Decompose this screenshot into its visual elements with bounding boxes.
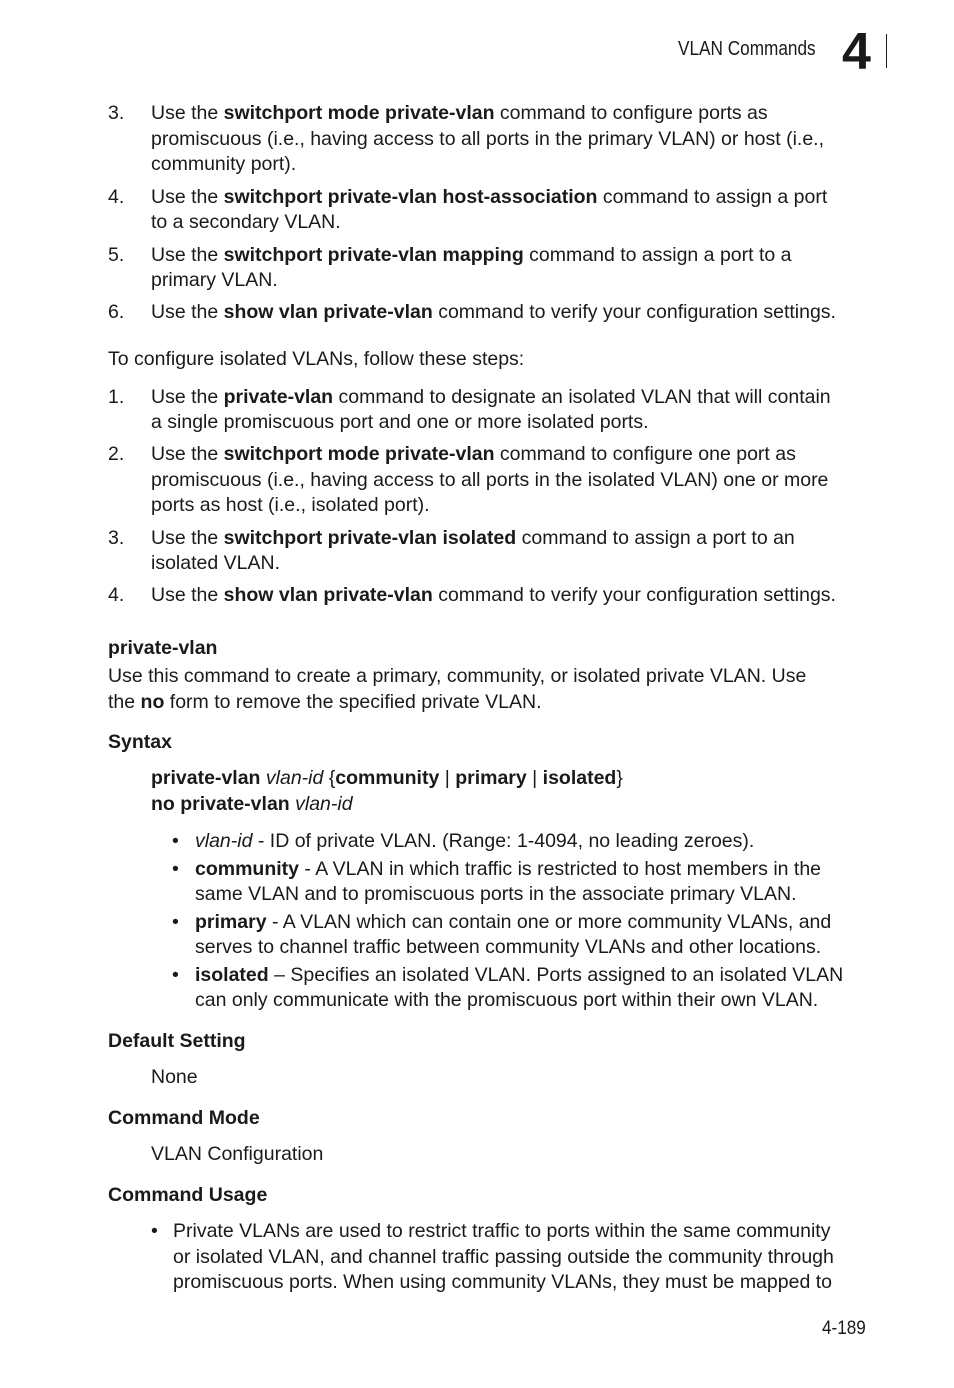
text-run: a single promiscuous port and one or more isolated ports. [151, 411, 649, 433]
text-run: – Specifies an isolated VLAN. Ports assigned to an isolated VLAN [268, 964, 844, 986]
bold-run: isolated [542, 767, 617, 789]
text-run: promiscuous (i.e., having access to all ports in the isolated VLAN) one or more [151, 469, 829, 491]
bold-run: switchport mode private-vlan [223, 102, 495, 124]
text-run: or isolated VLAN, and channel traffic passing outside the community through [173, 1246, 834, 1268]
usage-line [173, 1270, 832, 1296]
text-run: primary VLAN. [151, 269, 278, 291]
bold-run: isolated [195, 964, 269, 986]
step-number: 2. [108, 443, 125, 465]
step-number: 5. [108, 244, 125, 266]
text-run: } [616, 767, 623, 789]
syntax-line [151, 766, 623, 792]
syntax-line [151, 792, 353, 818]
command-mode-value: VLAN Configuration [151, 1143, 324, 1165]
text-run: command to configure one port as [494, 443, 796, 465]
command-heading: private-vlan [108, 637, 218, 659]
parameter-line [195, 935, 821, 961]
chapter-number: 4 [842, 23, 871, 81]
step-line [151, 268, 278, 294]
step-line [151, 468, 828, 494]
bold-run: no [140, 691, 165, 713]
text-run: community port). [151, 153, 297, 175]
text-run: - A VLAN in which traffic is restricted to host members in the [299, 858, 822, 880]
bold-run: community [195, 858, 300, 880]
bold-run: private-vlan [223, 386, 334, 408]
text-run: | [526, 767, 543, 789]
step-number: 1. [108, 386, 125, 408]
text-run: Use the [151, 443, 224, 465]
text-run: command to assign a port [597, 186, 828, 208]
step-number: 6. [108, 301, 125, 323]
step-number: 3. [108, 527, 125, 549]
bullet-icon: • [151, 1220, 158, 1242]
bold-run: private-vlan [151, 767, 261, 789]
step-line [151, 210, 341, 236]
bullet-icon: • [172, 964, 179, 986]
text-run: ports as host (i.e., isolated port). [151, 494, 430, 516]
parameter-line [195, 829, 754, 855]
parameter-line [195, 988, 818, 1014]
step-line [151, 583, 836, 609]
text-run: - ID of private VLAN. (Range: 1-4094, no leading zeroes). [252, 830, 755, 852]
text-run: { [323, 767, 336, 789]
parameter-line [195, 882, 797, 908]
command-description-line [108, 690, 542, 716]
step-line [151, 152, 296, 178]
text-run: to a secondary VLAN. [151, 211, 341, 233]
text-run: Use the [151, 244, 224, 266]
bold-run: primary [455, 767, 527, 789]
bold-run: switchport mode private-vlan [223, 443, 495, 465]
step-line [151, 410, 649, 436]
italic-run: vlan-id [295, 793, 353, 815]
bold-run: no private-vlan [151, 793, 290, 815]
bold-run: switchport private-vlan host-association [223, 186, 598, 208]
text-run: Use the [151, 584, 224, 606]
usage-line [173, 1245, 834, 1271]
bold-run: show vlan private-vlan [223, 301, 433, 323]
text-run: Use this command to create a primary, community, or isolated private VLAN. Use [108, 665, 807, 687]
text-run: command to designate an isolated VLAN that will contain [333, 386, 831, 408]
step-line [151, 442, 796, 468]
step-line [151, 243, 792, 269]
text-run: command to verify your configuration settings. [432, 301, 836, 323]
parameter-line [195, 963, 843, 989]
step-line [151, 385, 831, 411]
step-line [151, 493, 430, 519]
default-setting-heading: Default Setting [108, 1030, 246, 1052]
command-mode-heading: Command Mode [108, 1107, 260, 1129]
bold-run: switchport private-vlan mapping [223, 244, 524, 266]
step-line [151, 101, 768, 127]
bullet-icon: • [172, 830, 179, 852]
step-number: 3. [108, 102, 125, 124]
bullet-icon: • [172, 911, 179, 933]
bold-run: primary [195, 911, 267, 933]
text-run: promiscuous ports. When using community VLANs, they must be mapped to [173, 1271, 832, 1293]
text-run: promiscuous (i.e., having access to all ports in the primary VLAN) or host (i.e., [151, 128, 825, 150]
text-run: serves to channel traffic between community VLANs and other locations. [195, 936, 822, 958]
default-setting-value: None [151, 1066, 198, 1088]
chapter-tab [840, 23, 887, 81]
step-line [151, 185, 827, 211]
text-run: command to verify your configuration settings. [432, 584, 836, 606]
italic-run: vlan-id [265, 767, 324, 789]
command-usage-heading: Command Usage [108, 1184, 268, 1206]
parameter-line [195, 857, 821, 883]
step-number: 4. [108, 584, 125, 606]
step-line [151, 551, 280, 577]
text-run: - A VLAN which can contain one or more community VLANs, and [266, 911, 832, 933]
step-line [151, 127, 824, 153]
text-run: Use the [151, 301, 224, 323]
text-run: can only communicate with the promiscuous port within their own VLAN. [195, 989, 819, 1011]
text-run: Use the [151, 386, 224, 408]
command-description-line [108, 664, 806, 690]
text-run: | [439, 767, 456, 789]
text-run: the [108, 691, 141, 713]
syntax-heading: Syntax [108, 731, 172, 753]
text-run: Use the [151, 186, 224, 208]
step-line [151, 300, 836, 326]
step-number: 4. [108, 186, 125, 208]
text-run: Use the [151, 102, 224, 124]
page-number: 4-189 [822, 1318, 866, 1339]
italic-run: vlan-id [195, 830, 253, 852]
bold-run: community [335, 767, 440, 789]
usage-line [173, 1219, 830, 1245]
bold-run: switchport private-vlan isolated [223, 527, 517, 549]
text-run: Use the [151, 527, 224, 549]
isolated-intro-paragraph: To configure isolated VLANs, follow these steps: [108, 348, 525, 370]
text-run: Private VLANs are used to restrict traffic to ports within the same community [173, 1220, 831, 1242]
text-run: command to assign a port to a [523, 244, 792, 266]
bullet-icon: • [172, 858, 179, 880]
step-line [151, 526, 795, 552]
bold-run: show vlan private-vlan [223, 584, 433, 606]
text-run: command to assign a port to an [516, 527, 795, 549]
text-run: same VLAN and to promiscuous ports in the associate primary VLAN. [195, 883, 797, 905]
text-run: isolated VLAN. [151, 552, 280, 574]
parameter-line [195, 910, 831, 936]
running-header-title: VLAN Commands [678, 38, 816, 60]
text-run: command to configure ports as [494, 102, 768, 124]
text-run: form to remove the specified private VLAN. [164, 691, 542, 713]
